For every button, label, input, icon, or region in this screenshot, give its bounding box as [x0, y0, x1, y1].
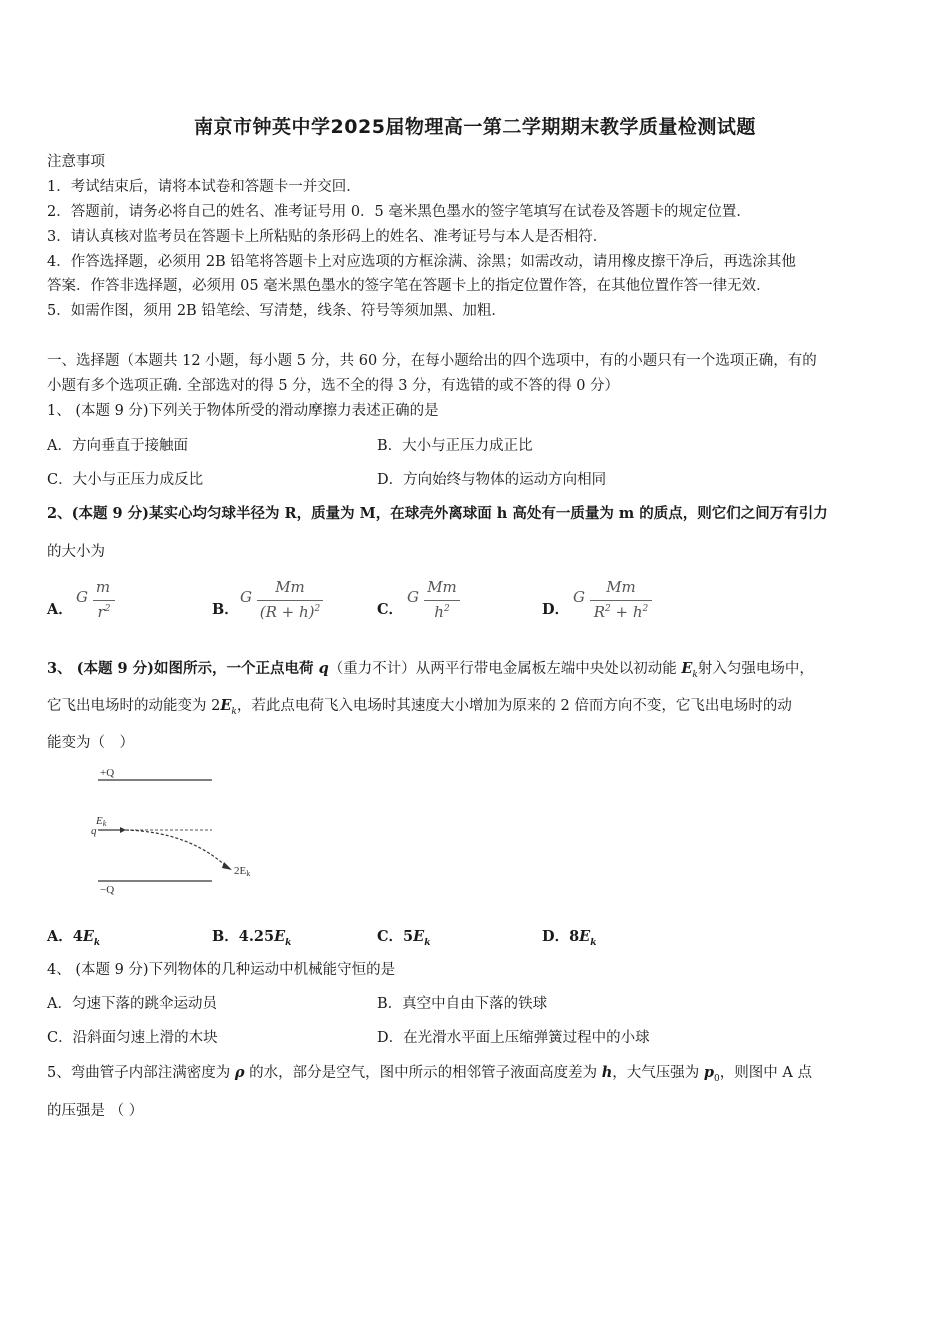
q3-option-d: D．$8E_k$ [542, 928, 597, 948]
plus-q-label: +Q [100, 767, 115, 779]
q2-option-d-label: D． [542, 601, 570, 618]
g-symbol: G [240, 588, 252, 606]
numerator: Mm [427, 578, 457, 596]
q3-stem: 3、 (本题 9 分)如图所示，一个正点电荷 q（重力不计）从两平行带电金属板左端中央处以初动能 $E_k$射入匀强电场中， [47, 660, 814, 680]
q3-option-a: A．$4E_k$ [47, 928, 101, 948]
notes-heading: 注意事项 [47, 154, 105, 170]
q1-option-c: C．大小与正压力成反比 [47, 472, 204, 488]
g-symbol: G [76, 588, 88, 606]
q2-stem-cont: 的大小为 [47, 544, 105, 560]
note-item: 4．作答选择题，必须用 2B 铅笔将答题卡上对应选项的方框涂满、涂黑；如需改动，请用橡皮擦干净后，再选涂其他 [47, 254, 796, 270]
q4-option-c: C．沿斜面匀速上滑的木块 [47, 1030, 218, 1046]
q5-stem: 5、弯曲管子内部注满密度为 ρ 的水，部分是空气，图中所示的相邻管子液面高度差为 h，大气压强为 $p_0$，则图中 A 点 [47, 1064, 812, 1084]
q2-option-a-label: A． [47, 601, 73, 618]
ek-label: Ek [96, 815, 107, 828]
q2-option-c-label: C． [377, 601, 404, 618]
page-title: 南京市钟英中学2025届物理高一第二学期期末教学质量检测试题 [194, 116, 756, 138]
note-item: 1．考试结束后，请将本试卷和答题卡一并交回． [47, 179, 361, 195]
q2-option-d-formula [573, 578, 663, 628]
fraction-bar [590, 600, 652, 601]
denominator: $h^2$ [434, 603, 450, 621]
section-heading-cont: 小题有多个选项正确. 全部选对的得 5 分，选不全的得 3 分，有选错的或不答的得 0 分） [47, 378, 620, 394]
numerator: Mm [275, 578, 305, 596]
q3-stem-cont2: 能变为（ ） [47, 735, 134, 751]
q2-option-c-formula [407, 578, 467, 628]
numerator: Mm [606, 578, 636, 596]
arrow-head [120, 827, 126, 833]
q1-stem: 1、 (本题 9 分)下列关于物体所受的滑动摩擦力表述正确的是 [47, 403, 439, 419]
note-item: 答案．作答非选择题，必须用 05 毫米黑色墨水的签字笔在答题卡上的指定位置作答，在其他位置作答一律无效． [47, 278, 771, 294]
q2-stem: 2、(本题 9 分)某实心均匀球半径为 R，质量为 M，在球壳外离球面 h 高处有一质量为 m 的质点，则它们之间万有引力 [47, 505, 828, 522]
q1-option-d: D．方向始终与物体的运动方向相同 [377, 472, 607, 488]
fraction-bar [93, 600, 115, 601]
q3-stem-cont: 它飞出电场时的动能变为 $2E_k$，若此点电荷飞入电场时其速度大小增加为原来的 2 倍而方向不变，它飞出电场时的动 [47, 697, 792, 717]
q5-stem-cont: 的压强是 （ ） [47, 1103, 144, 1119]
q3-option-b: B．$4.25E_k$ [212, 928, 292, 948]
q3-figure [60, 760, 280, 900]
trajectory-arrow-head [222, 862, 232, 870]
q2-option-a-formula [76, 578, 136, 628]
fraction-bar [257, 600, 323, 601]
q4-stem: 4、 (本题 9 分)下列物体的几种运动中机械能守恒的是 [47, 962, 396, 978]
numerator: m [95, 578, 111, 596]
g-symbol: G [573, 588, 585, 606]
q1-option-b: B．大小与正压力成正比 [377, 438, 533, 454]
q2-option-b-formula [240, 578, 330, 628]
note-item: 3．请认真核对监考员在答题卡上所粘贴的条形码上的姓名、准考证号与本人是否相符． [47, 229, 608, 245]
note-item: 5．如需作图，须用 2B 铅笔绘、写清楚，线条、符号等须加黑、加粗． [47, 303, 506, 319]
q2-option-b-label: B． [212, 601, 239, 618]
fraction-bar [424, 600, 460, 601]
q-label: q [91, 825, 97, 837]
q4-option-a: A．匀速下落的跳伞运动员 [47, 996, 217, 1012]
section-heading: 一、选择题（本题共 12 小题，每小题 5 分，共 60 分，在每小题给出的四个选项中，有的小题只有一个选项正确，有的 [47, 353, 817, 369]
two-ek-label: 2Ek [234, 865, 251, 878]
denominator: $(R + h)^2$ [259, 603, 321, 621]
q3-option-c: C．$5E_k$ [377, 928, 431, 948]
q1-option-a: A．方向垂直于接触面 [47, 438, 188, 454]
denominator: $R^2 + h^2$ [593, 603, 649, 621]
denominator: $r^2$ [97, 603, 111, 621]
minus-q-label: −Q [100, 884, 115, 896]
q4-option-b: B．真空中自由下落的铁球 [377, 996, 548, 1012]
q4-option-d: D．在光滑水平面上压缩弹簧过程中的小球 [377, 1030, 650, 1046]
g-symbol: G [407, 588, 419, 606]
note-item: 2．答题前，请务必将自己的姓名、准考证号用 0．5 毫米黑色墨水的签字笔填写在试卷及答题卡的规定位置． [47, 204, 751, 220]
trajectory [126, 830, 228, 868]
